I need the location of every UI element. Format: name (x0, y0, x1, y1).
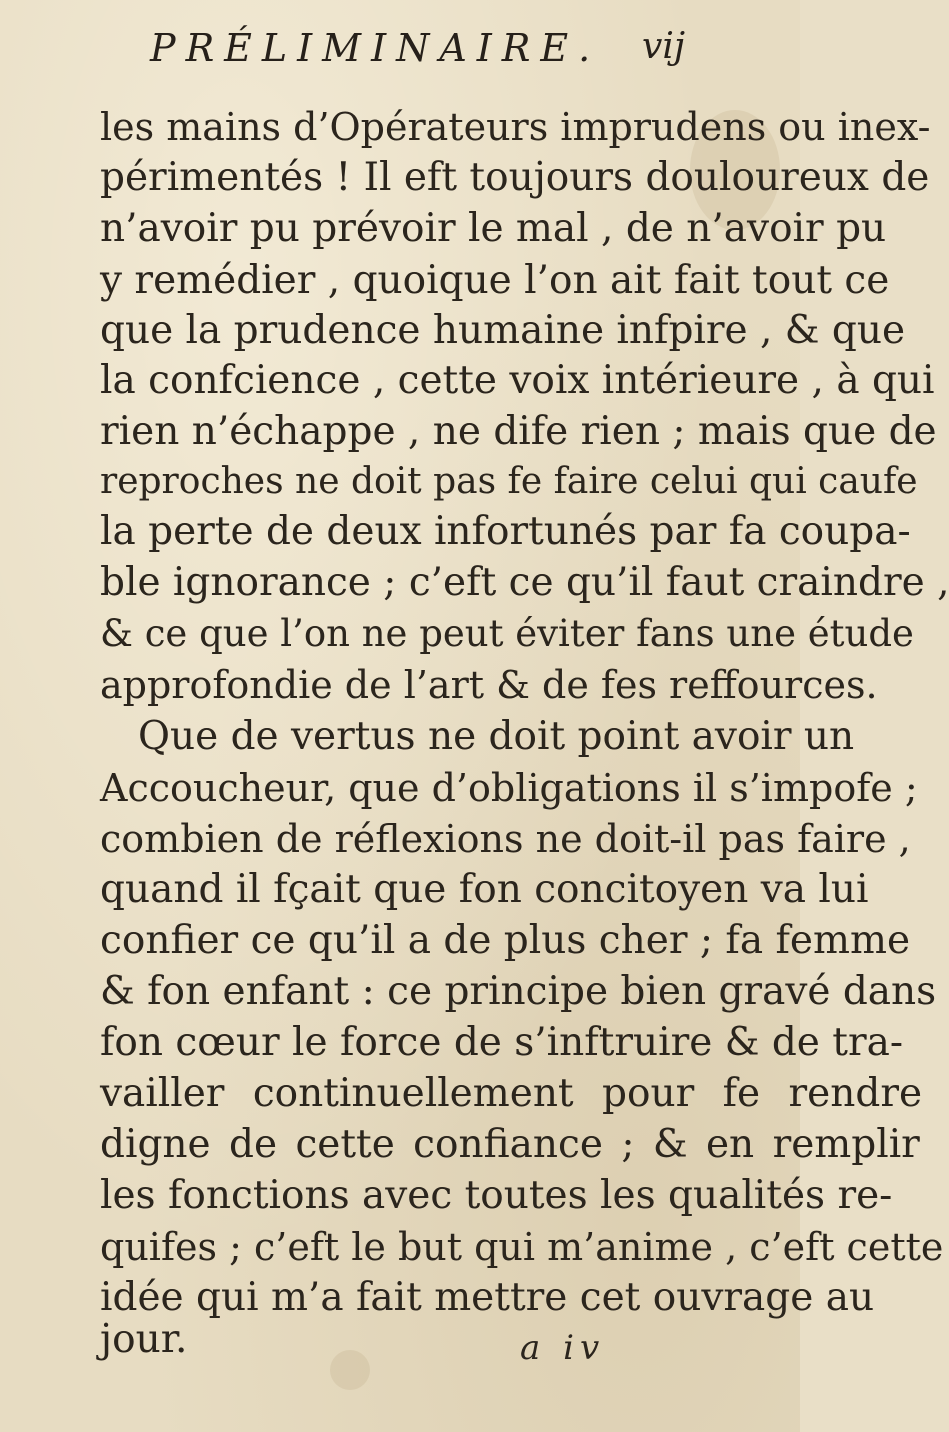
text-line: y remédier , quoique l’on ait fait tout ce (100, 258, 890, 303)
text-line: idée qui m’a fait mettre cet ouvrage au (100, 1275, 875, 1320)
text-line: Accoucheur, que d’obligations il s’impofe ; (100, 766, 918, 810)
text-line: Que de vertus ne doit point avoir un (138, 714, 855, 759)
text-line: quifes ; c’eft le but qui m’anime , c’eft cette (100, 1225, 944, 1269)
text-line: jour. (100, 1317, 188, 1362)
text-line: confier ce qu’il a de plus cher ; fa femme (100, 918, 911, 963)
signature-mark: a iv (520, 1328, 606, 1368)
text-line: que la prudence humaine infpire , & que (100, 308, 906, 353)
text-line: les mains d’Opérateurs imprudens ou inex- (100, 105, 931, 149)
text-line: fon cœur le force de s’inftruire & de tra- (100, 1020, 904, 1065)
text-line: la perte de deux infortunés par fa coupa- (100, 509, 911, 554)
text-line: rien n’échappe , ne dife rien ; mais que de (100, 409, 937, 454)
text-line: périmentés ! Il eft toujours douloureux de (100, 155, 930, 200)
text-line: n’avoir pu prévoir le mal , de n’avoir pu (100, 206, 887, 251)
running-head: PRÉLIMINAIRE. (150, 26, 601, 70)
text-line: vailler continuellement pour fe rendre (100, 1071, 923, 1116)
text-line: la confcience , cette voix intérieure , à qui (100, 358, 935, 403)
text-line: quand il fçait que fon concitoyen va lui (100, 867, 869, 912)
text-line: ble ignorance ; c’eft ce qu’il faut craindre , (100, 560, 949, 605)
text-line: digne de cette confiance ; & en remplir (100, 1122, 920, 1167)
text-line: combien de réflexions ne doit-il pas faire , (100, 817, 911, 861)
page-number: vij (642, 26, 686, 67)
text-line: les fonctions avec toutes les qualités re- (100, 1173, 893, 1218)
text-line: reproches ne doit pas fe faire celui qui caufe (100, 461, 918, 502)
text-line: & fon enfant : ce principe bien gravé dans (100, 969, 937, 1014)
text-line: & ce que l’on ne peut éviter fans une étude (100, 612, 914, 655)
text-line: approfondie de l’art & de fes reffources. (100, 663, 878, 707)
